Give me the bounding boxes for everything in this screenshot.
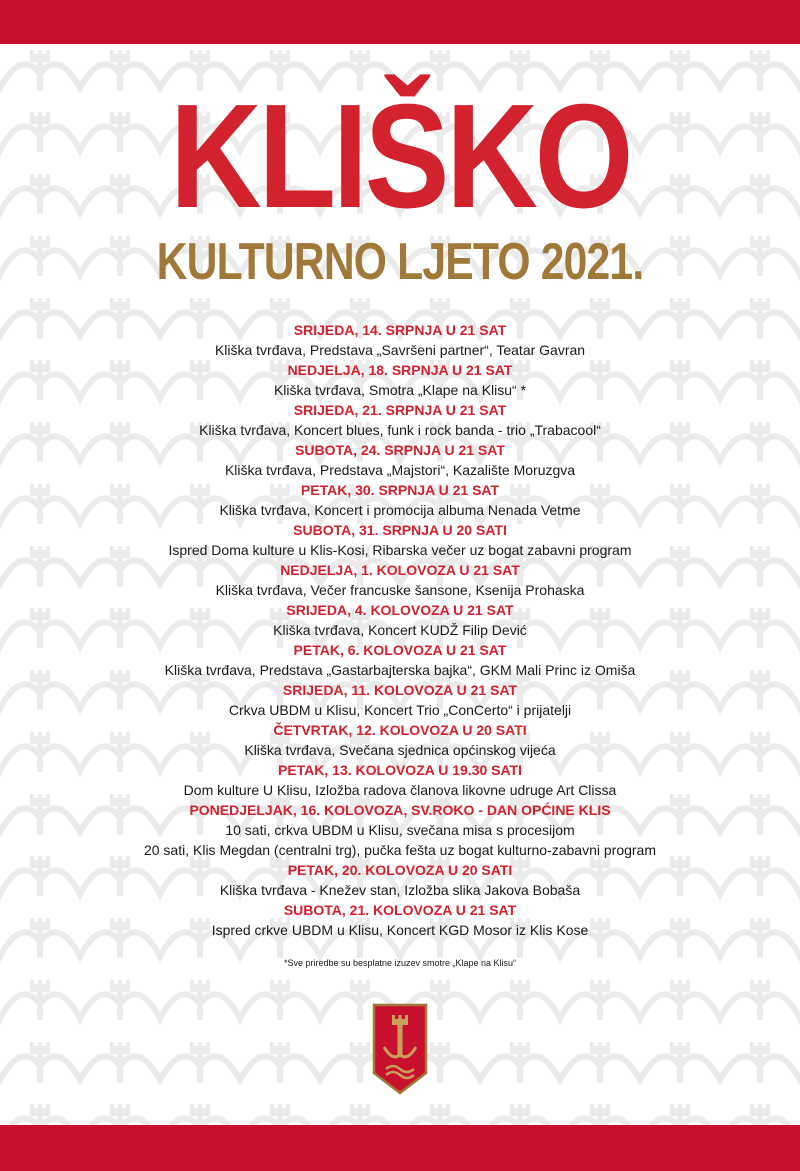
footnote: *Sve priredbe su besplatne izuzev smotre „Klape na Klisu“	[283, 958, 517, 968]
event-date: NEDJELJA, 1. KOLOVOZA U 21 SAT	[280, 562, 520, 578]
event-date: SRIJEDA, 14. SRPNJA U 21 SAT	[293, 322, 507, 338]
klis-coat-of-arms-icon	[372, 1003, 428, 1095]
bottom-red-band	[0, 1125, 800, 1171]
poster-content	[0, 44, 800, 969]
event-date: PETAK, 13. KOLOVOZA U 19.30 SATI	[277, 762, 522, 778]
event-description: Kliška tvrđava, Svečana sjednica općinskog vijeća	[244, 742, 556, 758]
event-date: SUBOTA, 24. SRPNJA U 21 SAT	[295, 442, 505, 458]
event-description: Ispred crkve UBDM u Klisu, Koncert KGD Mosor iz Klis Kose	[211, 922, 589, 938]
event-date: SUBOTA, 21. KOLOVOZA U 21 SAT	[283, 902, 517, 918]
event-date: SUBOTA, 31. SRPNJA U 20 SATI	[293, 522, 507, 538]
event-description: Kliška tvrđava, Predstava „Majstori“, Kazalište Moruzgva	[224, 462, 576, 478]
poster-subtitle: KULTURNO LJETO 2021.	[156, 233, 644, 291]
event-description: Dom kulture U Klisu, Izložba radova članova likovne udruge Art Clissa	[183, 782, 617, 798]
event-description: Kliška tvrđava, Predstava „Savršeni partner“, Teatar Gavran	[214, 342, 586, 358]
event-description: Ispred Doma kulture u Klis-Kosi, Ribarska večer uz bogat zabavni program	[168, 542, 632, 558]
event-date: ČETVRTAK, 12. KOLOVOZA U 20 SATI	[273, 722, 527, 738]
event-date: PETAK, 30. SRPNJA U 21 SAT	[300, 482, 500, 498]
event-list	[0, 320, 800, 940]
top-red-band	[0, 0, 800, 44]
event-date: NEDJELJA, 18. SRPNJA U 21 SAT	[287, 362, 513, 378]
event-description: 20 sati, Klis Megdan (centralni trg), pučka fešta uz bogat kulturno-zabavni program	[143, 842, 657, 858]
event-date: SRIJEDA, 21. SRPNJA U 21 SAT	[293, 402, 507, 418]
event-date: PETAK, 20. KOLOVOZA U 20 SATI	[287, 862, 513, 878]
event-description: Kliška tvrđava, Koncert i promocija albuma Nenada Vetme	[219, 502, 581, 518]
event-description: Kliška tvrđava, Večer francuske šansone, Ksenija Prohaska	[215, 582, 585, 598]
event-description: Kliška tvrđava, Predstava „Gastarbajterska bajka“, GKM Mali Princ iz Omiša	[164, 662, 636, 678]
event-date: PONEDJELJAK, 16. KOLOVOZA, SV.ROKO - DAN OPĆINE KLIS	[189, 802, 611, 818]
event-date: SRIJEDA, 4. KOLOVOZA U 21 SAT	[286, 602, 514, 618]
event-description: 10 sati, crkva UBDM u Klisu, svečana misa s procesijom	[225, 822, 575, 838]
event-description: Kliška tvrđava, Smotra „Klape na Klisu“ *	[273, 382, 527, 398]
event-description: Kliška tvrđava, Koncert KUDŽ Filip Dević	[273, 622, 527, 638]
event-description: Kliška tvrđava - Knežev stan, Izložba slika Jakova Bobaša	[219, 882, 581, 898]
poster-title: KLIŠKO	[169, 74, 631, 239]
event-description: Crkva UBDM u Klisu, Koncert Trio „ConCerto“ i prijatelji	[228, 702, 572, 718]
event-date: PETAK, 6. KOLOVOZA U 21 SAT	[293, 642, 507, 658]
event-description: Kliška tvrđava, Koncert blues, funk i rock banda - trio „Trabacool“	[199, 422, 601, 438]
event-date: SRIJEDA, 11. KOLOVOZA U 21 SAT	[282, 682, 518, 698]
